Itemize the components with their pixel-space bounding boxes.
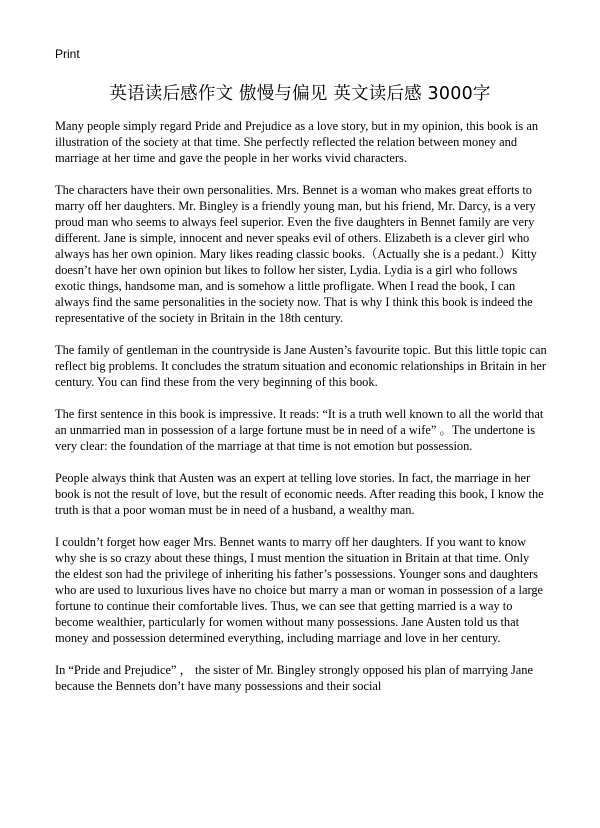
paragraph-6: I couldn’t forget how eager Mrs. Bennet wants to marry off her daughters. If you want to know why she is so crazy about these things, I must mention the situation in Britain at that time. Only the eldest son had the privilege of inheriting his father’s possessions. Younger sons and daughters who are used to luxurious lives have no choice but marry a man or woman in possession of a large fortune to continue their comfortable lives. Thus, we can see that getting married is a way to become wealthier, particularly for women without many possessions. Jane Austen told us that money and possession determined everything, including marriage and love in her century. xyxy=(55,535,544,645)
paragraph-2: The characters have their own personalities. Mrs. Bennet is a woman who makes great efforts to marry off her daughters. Mr. Bingley is a friendly young man, but his friend, Mr. Darcy, is a very proud man who seems to always feel superior. Even the five daughters in Bennet family are very different. Jane is simple, innocent and never speaks evil of others. Elizabeth is a clever girl who always has her own opinion. Mary likes reading classic books.（Actually she is a pedant.）Kitty doesn’t have her own opinion but likes to follow her sister, Lydia. Lydia is a girl who follows exotic things, handsome man, and is somehow a little profligate. When I read the book, I can always find the same personalities in the society now. That is why I think this book is indeed the representative of the society in Britain in the 18th century. xyxy=(55,183,537,325)
page-title: 英语读后感作文 傲慢与偏见 英文读后感 3000字 xyxy=(109,84,491,104)
article-body xyxy=(55,118,547,710)
paragraph-5: People always think that Austen was an expert at telling love stories. In fact, the marriage in her book is not the result of love, but the result of economic needs. After reading this book, I know the truth is that a poor woman must be in need of a husband, a wealthy man. xyxy=(55,471,544,517)
paragraph-1: Many people simply regard Pride and Prejudice as a love story, but in my opinion, this book is an illustration of the society at that time. She perfectly reflected the relation between money and marriage at her time and gave the people in her works vivid characters. xyxy=(55,119,539,165)
paragraph-3: The family of gentleman in the countryside is Jane Austen’s favourite topic. But this little topic can reflect big problems. It concludes the stratum situation and economic relationships in Britain in her century. You can find these from the very beginning of this book. xyxy=(55,343,547,389)
paragraph-7: In “Pride and Prejudice” ， the sister of Mr. Bingley strongly opposed his plan of marrying Jane because the Bennets don’t have many possessions and their social xyxy=(55,663,533,693)
paragraph-4: The first sentence in this book is impressive. It reads: “It is a truth well known to all the world that an unmarried man in possession of a large fortune must be in need of a wife” 。The undertone is very clear: the foundation of the marriage at that time is not emotion but possession. xyxy=(55,407,544,453)
print-link[interactable]: Print xyxy=(55,47,80,61)
